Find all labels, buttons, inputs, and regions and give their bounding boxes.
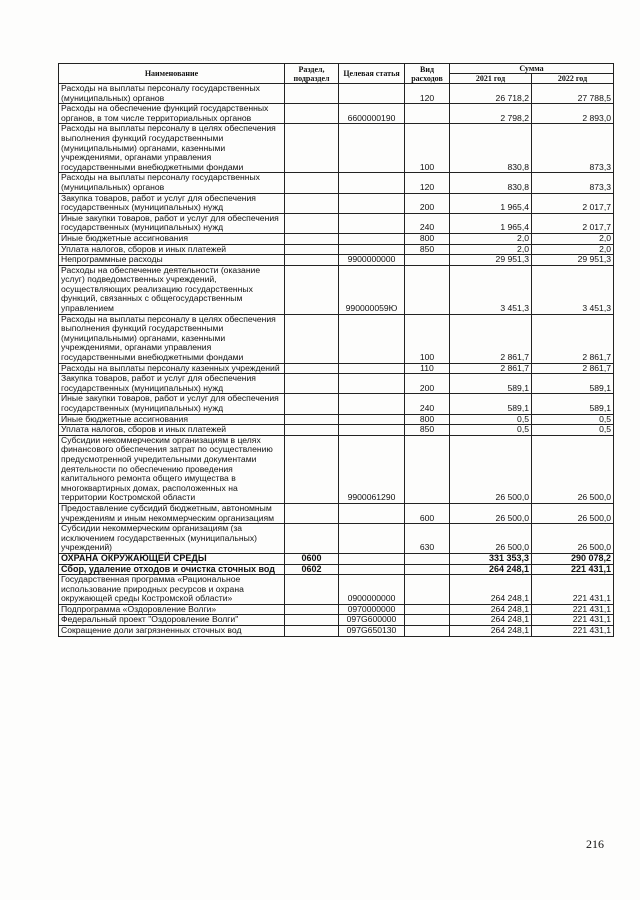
cell-target [339, 173, 405, 193]
cell-section [285, 314, 339, 363]
cell-2022: 221 431,1 [532, 564, 614, 575]
cell-section [285, 604, 339, 615]
cell-type [405, 265, 450, 314]
table-row [59, 564, 614, 575]
cell-2021: 264 248,1 [450, 626, 532, 637]
cell-2021: 331 353,3 [450, 553, 532, 564]
cell-section [285, 104, 339, 124]
cell-2021: 2 861,7 [450, 314, 532, 363]
cell-section [285, 615, 339, 626]
cell-2021: 264 248,1 [450, 575, 532, 605]
cell-name: Расходы на обеспечение функций государственных органов, в том числе территориальных органов [59, 104, 285, 124]
cell-2022: 2 861,7 [532, 363, 614, 374]
cell-section [285, 524, 339, 554]
cell-2022: 26 500,0 [532, 503, 614, 523]
table-row [59, 173, 614, 193]
cell-name: Иные закупки товаров, работ и услуг для обеспечения государственных (муниципальных) нужд [59, 394, 285, 414]
cell-section [285, 374, 339, 394]
table-row [59, 575, 614, 605]
cell-section [285, 265, 339, 314]
cell-2021: 264 248,1 [450, 564, 532, 575]
table-row [59, 363, 614, 374]
cell-target [339, 124, 405, 173]
cell-type: 240 [405, 394, 450, 414]
header-name: Наименование [59, 64, 285, 84]
cell-2022: 873,3 [532, 173, 614, 193]
header-target: Целевая статья [339, 64, 405, 84]
cell-type: 240 [405, 213, 450, 233]
cell-type [405, 626, 450, 637]
cell-2021: 264 248,1 [450, 604, 532, 615]
cell-section [285, 394, 339, 414]
page-number: 216 [586, 837, 604, 851]
cell-name: Закупка товаров, работ и услуг для обеспечения государственных (муниципальных) нужд [59, 193, 285, 213]
cell-target [339, 84, 405, 104]
cell-2022: 589,1 [532, 374, 614, 394]
cell-2021: 2,0 [450, 244, 532, 255]
cell-section: 0600 [285, 553, 339, 564]
cell-2021: 2 861,7 [450, 363, 532, 374]
cell-2022: 29 951,3 [532, 255, 614, 266]
cell-section [285, 244, 339, 255]
cell-section [285, 213, 339, 233]
table-row [59, 524, 614, 554]
cell-2021: 2 798,2 [450, 104, 532, 124]
cell-target [339, 553, 405, 564]
cell-type [405, 435, 450, 503]
cell-2022: 221 431,1 [532, 604, 614, 615]
cell-2021: 3 451,3 [450, 265, 532, 314]
header-2022: 2022 год [532, 74, 614, 84]
cell-section [285, 503, 339, 523]
cell-2021: 0,5 [450, 425, 532, 436]
cell-2022: 0,5 [532, 414, 614, 425]
cell-target: 990000059Ю [339, 265, 405, 314]
cell-name: Иные бюджетные ассигнования [59, 414, 285, 425]
cell-section [285, 575, 339, 605]
cell-2022: 2 861,7 [532, 314, 614, 363]
cell-2021: 830,8 [450, 124, 532, 173]
table-body [59, 84, 614, 637]
cell-2022: 221 431,1 [532, 615, 614, 626]
cell-2021: 589,1 [450, 374, 532, 394]
table-row [59, 414, 614, 425]
cell-name: Расходы на выплаты персоналу в целях обеспечения выполнения функций государственными (муниципальными) органами, казенными учреждениями, органами управления государственными внебюджетными фондами [59, 314, 285, 363]
cell-name: Расходы на выплаты персоналу государственных (муниципальных) органов [59, 84, 285, 104]
cell-name: ОХРАНА ОКРУЖАЮЩЕЙ СРЕДЫ [59, 553, 285, 564]
cell-type: 200 [405, 193, 450, 213]
header-2021: 2021 год [450, 74, 532, 84]
cell-name: Расходы на выплаты персоналу казенных учреждений [59, 363, 285, 374]
cell-type [405, 604, 450, 615]
cell-target: 097G650130 [339, 626, 405, 637]
cell-name: Федеральный проект "Оздоровление Волги" [59, 615, 285, 626]
cell-target: 9900000000 [339, 255, 405, 266]
cell-type: 600 [405, 503, 450, 523]
cell-type: 800 [405, 233, 450, 244]
cell-section [285, 414, 339, 425]
cell-2021: 0,5 [450, 414, 532, 425]
cell-name: Сокращение доли загрязненных сточных вод [59, 626, 285, 637]
cell-type [405, 615, 450, 626]
table-row [59, 394, 614, 414]
table-row [59, 374, 614, 394]
cell-2021: 1 965,4 [450, 193, 532, 213]
cell-target [339, 363, 405, 374]
cell-type: 120 [405, 84, 450, 104]
cell-section [285, 363, 339, 374]
cell-name: Уплата налогов, сборов и иных платежей [59, 244, 285, 255]
cell-name: Непрограммные расходы [59, 255, 285, 266]
table-row [59, 84, 614, 104]
cell-2022: 290 078,2 [532, 553, 614, 564]
cell-type [405, 104, 450, 124]
cell-2021: 26 718,2 [450, 84, 532, 104]
cell-type: 200 [405, 374, 450, 394]
cell-target [339, 193, 405, 213]
cell-2021: 26 500,0 [450, 435, 532, 503]
cell-target [339, 564, 405, 575]
cell-target: 0900000000 [339, 575, 405, 605]
cell-name: Уплата налогов, сборов и иных платежей [59, 425, 285, 436]
cell-name: Закупка товаров, работ и услуг для обеспечения государственных (муниципальных) нужд [59, 374, 285, 394]
table-row [59, 615, 614, 626]
cell-section [285, 425, 339, 436]
cell-2021: 264 248,1 [450, 615, 532, 626]
table-row [59, 314, 614, 363]
cell-name: Иные бюджетные ассигнования [59, 233, 285, 244]
cell-target [339, 374, 405, 394]
cell-target: 9900061290 [339, 435, 405, 503]
cell-type: 110 [405, 363, 450, 374]
cell-2022: 2,0 [532, 244, 614, 255]
cell-type: 100 [405, 124, 450, 173]
cell-2021: 830,8 [450, 173, 532, 193]
table-row [59, 604, 614, 615]
cell-2022: 3 451,3 [532, 265, 614, 314]
cell-2021: 1 965,4 [450, 213, 532, 233]
cell-type [405, 255, 450, 266]
table-row [59, 553, 614, 564]
header-type: Вид расходов [405, 64, 450, 84]
cell-2022: 873,3 [532, 124, 614, 173]
cell-name: Расходы на обеспечение деятельности (оказание услуг) подведомственных учреждений, осуществляющих реализацию государственных функций, связанных с общегосударственным управлением [59, 265, 285, 314]
table-row [59, 255, 614, 266]
table-row [59, 435, 614, 503]
cell-type: 120 [405, 173, 450, 193]
table-row [59, 626, 614, 637]
cell-section [285, 255, 339, 266]
table-row [59, 425, 614, 436]
cell-2022: 221 431,1 [532, 626, 614, 637]
cell-type: 850 [405, 244, 450, 255]
cell-2022: 2 893,0 [532, 104, 614, 124]
cell-target [339, 314, 405, 363]
table-row [59, 233, 614, 244]
cell-section [285, 233, 339, 244]
cell-name: Иные закупки товаров, работ и услуг для обеспечения государственных (муниципальных) нужд [59, 213, 285, 233]
cell-2022: 589,1 [532, 394, 614, 414]
cell-2022: 26 500,0 [532, 524, 614, 554]
cell-target [339, 524, 405, 554]
cell-name: Сбор, удаление отходов и очистка сточных вод [59, 564, 285, 575]
cell-type: 100 [405, 314, 450, 363]
cell-target: 0970000000 [339, 604, 405, 615]
cell-name: Государственная программа «Рациональное использование природных ресурсов и охрана окружающей среды Костромской области» [59, 575, 285, 605]
cell-target [339, 213, 405, 233]
table-row [59, 104, 614, 124]
cell-2021: 26 500,0 [450, 524, 532, 554]
cell-name: Субсидии некоммерческим организациям в целях финансового обеспечения затрат по осуществлению предусмотренной учредительными документами деятельности по обеспечению проведения капитального ремонта общего имущества в многоквартирных домах, расположенных на территории Костромской области [59, 435, 285, 503]
cell-2021: 29 951,3 [450, 255, 532, 266]
cell-type [405, 575, 450, 605]
header-sum: Сумма [450, 64, 614, 74]
cell-target [339, 503, 405, 523]
cell-section [285, 84, 339, 104]
cell-2022: 0,5 [532, 425, 614, 436]
cell-name: Подпрограмма «Оздоровление Волги» [59, 604, 285, 615]
cell-target [339, 233, 405, 244]
table-row [59, 124, 614, 173]
cell-section [285, 193, 339, 213]
cell-2021: 589,1 [450, 394, 532, 414]
cell-section [285, 124, 339, 173]
cell-target [339, 394, 405, 414]
cell-section: 0602 [285, 564, 339, 575]
cell-target [339, 244, 405, 255]
cell-type [405, 553, 450, 564]
cell-2021: 2,0 [450, 233, 532, 244]
cell-target [339, 414, 405, 425]
cell-section [285, 626, 339, 637]
cell-section [285, 435, 339, 503]
cell-type [405, 564, 450, 575]
cell-2022: 2 017,7 [532, 213, 614, 233]
cell-type: 850 [405, 425, 450, 436]
cell-target [339, 425, 405, 436]
cell-2022: 26 500,0 [532, 435, 614, 503]
cell-type: 800 [405, 414, 450, 425]
table-header-row [59, 64, 614, 74]
cell-target: 6600000190 [339, 104, 405, 124]
cell-type: 630 [405, 524, 450, 554]
cell-name: Расходы на выплаты персоналу государственных (муниципальных) органов [59, 173, 285, 193]
cell-2022: 2 017,7 [532, 193, 614, 213]
table-row [59, 503, 614, 523]
cell-target: 097G600000 [339, 615, 405, 626]
table-row [59, 213, 614, 233]
cell-name: Предоставление субсидий бюджетным, автономным учреждениям и иным некоммерческим организациям [59, 503, 285, 523]
cell-2022: 27 788,5 [532, 84, 614, 104]
cell-2022: 221 431,1 [532, 575, 614, 605]
cell-section [285, 173, 339, 193]
table-row [59, 265, 614, 314]
cell-name: Субсидии некоммерческим организациям (за исключением государственных (муниципальных) учреждений) [59, 524, 285, 554]
cell-name: Расходы на выплаты персоналу в целях обеспечения выполнения функций государственными (муниципальными) органами, казенными учреждениями, органами управления государственными внебюджетными фондами [59, 124, 285, 173]
cell-2021: 26 500,0 [450, 503, 532, 523]
budget-table [58, 63, 614, 637]
cell-2022: 2,0 [532, 233, 614, 244]
table-row [59, 193, 614, 213]
header-section: Раздел, подраздел [285, 64, 339, 84]
table-row [59, 244, 614, 255]
